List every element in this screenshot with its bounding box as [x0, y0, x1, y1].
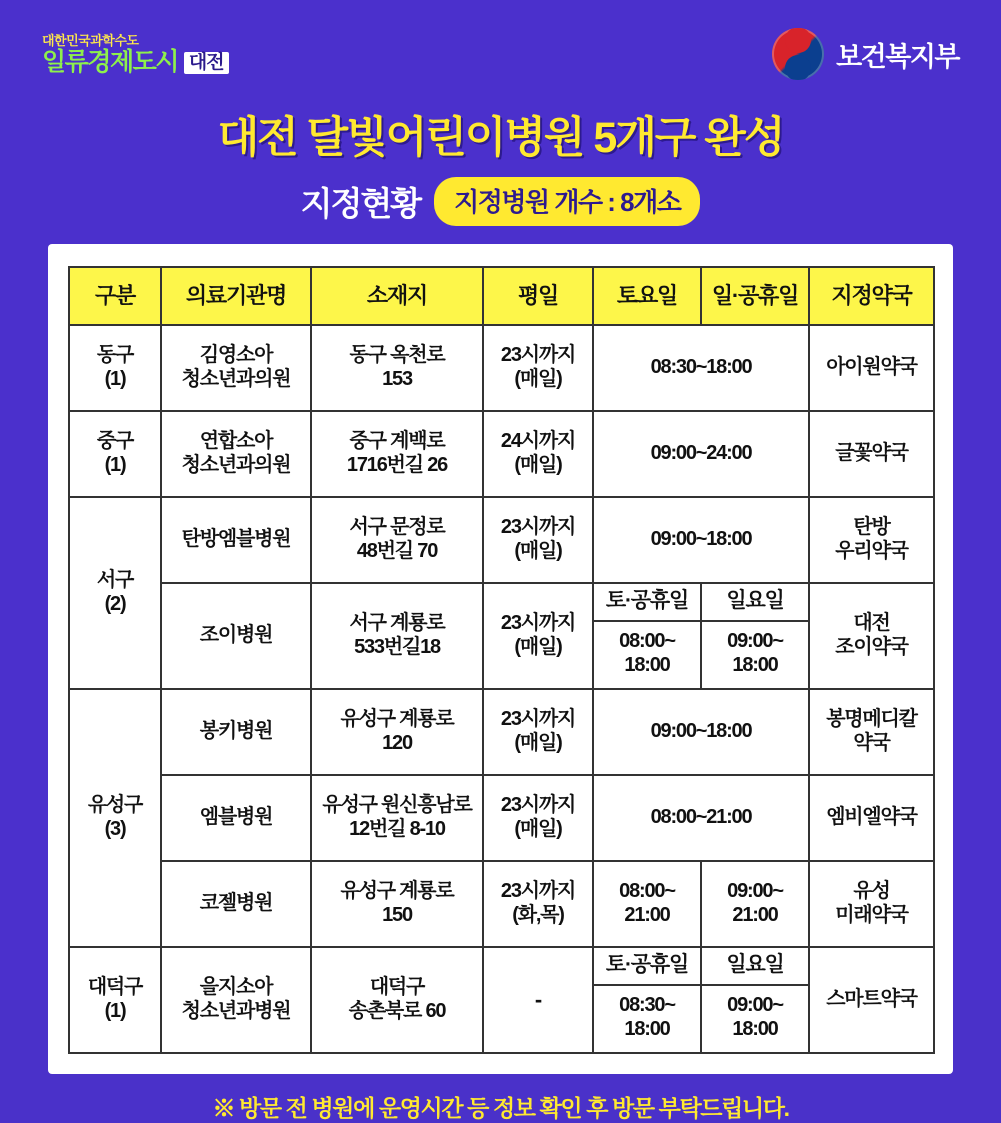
cell-weekday: 23시까지 (매일) — [483, 775, 593, 861]
footer-note: ※ 방문 전 병원에 운영시간 등 정보 확인 후 방문 부탁드립니다. — [212, 1095, 789, 1121]
sat-time: 08:30~ 18:00 — [619, 993, 675, 1040]
table-card — [48, 244, 953, 1074]
table-row — [69, 325, 934, 411]
cell-saturday — [593, 947, 701, 1053]
cell-district: 유성구 (3) — [69, 689, 161, 947]
cell-district: 서구 (2) — [69, 497, 161, 689]
city-logo-line2: 일류경제도시 — [42, 48, 178, 76]
cell-pharmacy: 아이원약국 — [809, 325, 934, 411]
daejeon-city-logo — [42, 34, 229, 75]
cell-address: 동구 옥천로 153 — [311, 325, 483, 411]
cell-sunday — [701, 947, 809, 1053]
cell-weekend: 09:00~24:00 — [593, 411, 809, 497]
cell-weekend: 08:30~18:00 — [593, 325, 809, 411]
cell-address: 유성구 원신흥남로 12번길 8-10 — [311, 775, 483, 861]
col-hospital: 의료기관명 — [161, 267, 311, 325]
page-title: 대전 달빛어린이병원 5개구 완성 — [217, 114, 784, 162]
city-logo-line1: 대한민국과학수도 — [42, 33, 139, 48]
col-district: 구분 — [69, 267, 161, 325]
cell-weekday: 23시까지 (매일) — [483, 325, 593, 411]
cell-hospital: 탄방엠블병원 — [161, 497, 311, 583]
cell-address: 대덕구 송촌북로 60 — [311, 947, 483, 1053]
cell-weekday: 24시까지 (매일) — [483, 411, 593, 497]
page-subtitle: 지정현황 — [300, 185, 421, 222]
subtitle-row — [0, 177, 1001, 226]
cell-pharmacy: 엠비엘약국 — [809, 775, 934, 861]
col-address: 소재지 — [311, 267, 483, 325]
hospital-table — [68, 266, 935, 1054]
cell-hospital: 연합소아 청소년과의원 — [161, 411, 311, 497]
cell-saturday: 08:00~ 21:00 — [593, 861, 701, 947]
col-weekday: 평일 — [483, 267, 593, 325]
sun-time: 09:00~ 18:00 — [727, 629, 783, 676]
sat-label: 토·공휴일 — [594, 948, 700, 986]
cell-district: 동구 (1) — [69, 325, 161, 411]
cell-address: 유성구 계룡로 150 — [311, 861, 483, 947]
sun-label: 일요일 — [702, 948, 808, 986]
cell-weekday: 23시까지 (화,목) — [483, 861, 593, 947]
city-logo-badge: 대전 — [184, 52, 229, 74]
table-row — [69, 497, 934, 583]
table-header-row — [69, 267, 934, 325]
cell-sunday — [701, 583, 809, 689]
sun-label: 일요일 — [702, 584, 808, 622]
cell-hospital: 김영소아 청소년과의원 — [161, 325, 311, 411]
cell-pharmacy: 스마트약국 — [809, 947, 934, 1053]
cell-weekday: 23시까지 (매일) — [483, 689, 593, 775]
table-row — [69, 947, 934, 1053]
col-saturday: 토요일 — [593, 267, 701, 325]
header — [0, 0, 1001, 96]
cell-district: 중구 (1) — [69, 411, 161, 497]
cell-hospital: 봉키병원 — [161, 689, 311, 775]
cell-weekend: 09:00~18:00 — [593, 497, 809, 583]
cell-address: 서구 문정로 48번길 70 — [311, 497, 483, 583]
cell-hospital: 엠블병원 — [161, 775, 311, 861]
table-row — [69, 411, 934, 497]
cell-weekday: 23시까지 (매일) — [483, 497, 593, 583]
table-row — [69, 583, 934, 689]
table-row — [69, 775, 934, 861]
cell-pharmacy: 글꽃약국 — [809, 411, 934, 497]
ministry-name: 보건복지부 — [836, 41, 959, 72]
cell-address: 서구 계룡로 533번길18 — [311, 583, 483, 689]
cell-pharmacy: 유성 미래약국 — [809, 861, 934, 947]
cell-hospital: 을지소아 청소년과병원 — [161, 947, 311, 1053]
cell-pharmacy: 탄방 우리약국 — [809, 497, 934, 583]
count-badge: 지정병원 개수 : 8개소 — [434, 177, 700, 226]
cell-district: 대덕구 (1) — [69, 947, 161, 1053]
cell-saturday — [593, 583, 701, 689]
sat-time: 08:00~ 18:00 — [619, 629, 675, 676]
ministry-logo — [772, 28, 959, 80]
cell-weekend: 09:00~18:00 — [593, 689, 809, 775]
cell-hospital: 코젤병원 — [161, 861, 311, 947]
cell-pharmacy: 대전 조이약국 — [809, 583, 934, 689]
cell-hospital: 조이병원 — [161, 583, 311, 689]
col-pharmacy: 지정약국 — [809, 267, 934, 325]
table-row — [69, 689, 934, 775]
table-row — [69, 861, 934, 947]
cell-weekend: 08:00~21:00 — [593, 775, 809, 861]
taegeuk-icon — [772, 28, 824, 80]
cell-address: 유성구 계룡로 120 — [311, 689, 483, 775]
sat-label: 토·공휴일 — [594, 584, 700, 622]
cell-weekday: - — [483, 947, 593, 1053]
cell-address: 중구 계백로 1716번길 26 — [311, 411, 483, 497]
cell-weekday: 23시까지 (매일) — [483, 583, 593, 689]
col-sunday-holiday: 일·공휴일 — [701, 267, 809, 325]
cell-sunday: 09:00~ 21:00 — [701, 861, 809, 947]
sun-time: 09:00~ 18:00 — [727, 993, 783, 1040]
cell-pharmacy: 봉명메디칼 약국 — [809, 689, 934, 775]
